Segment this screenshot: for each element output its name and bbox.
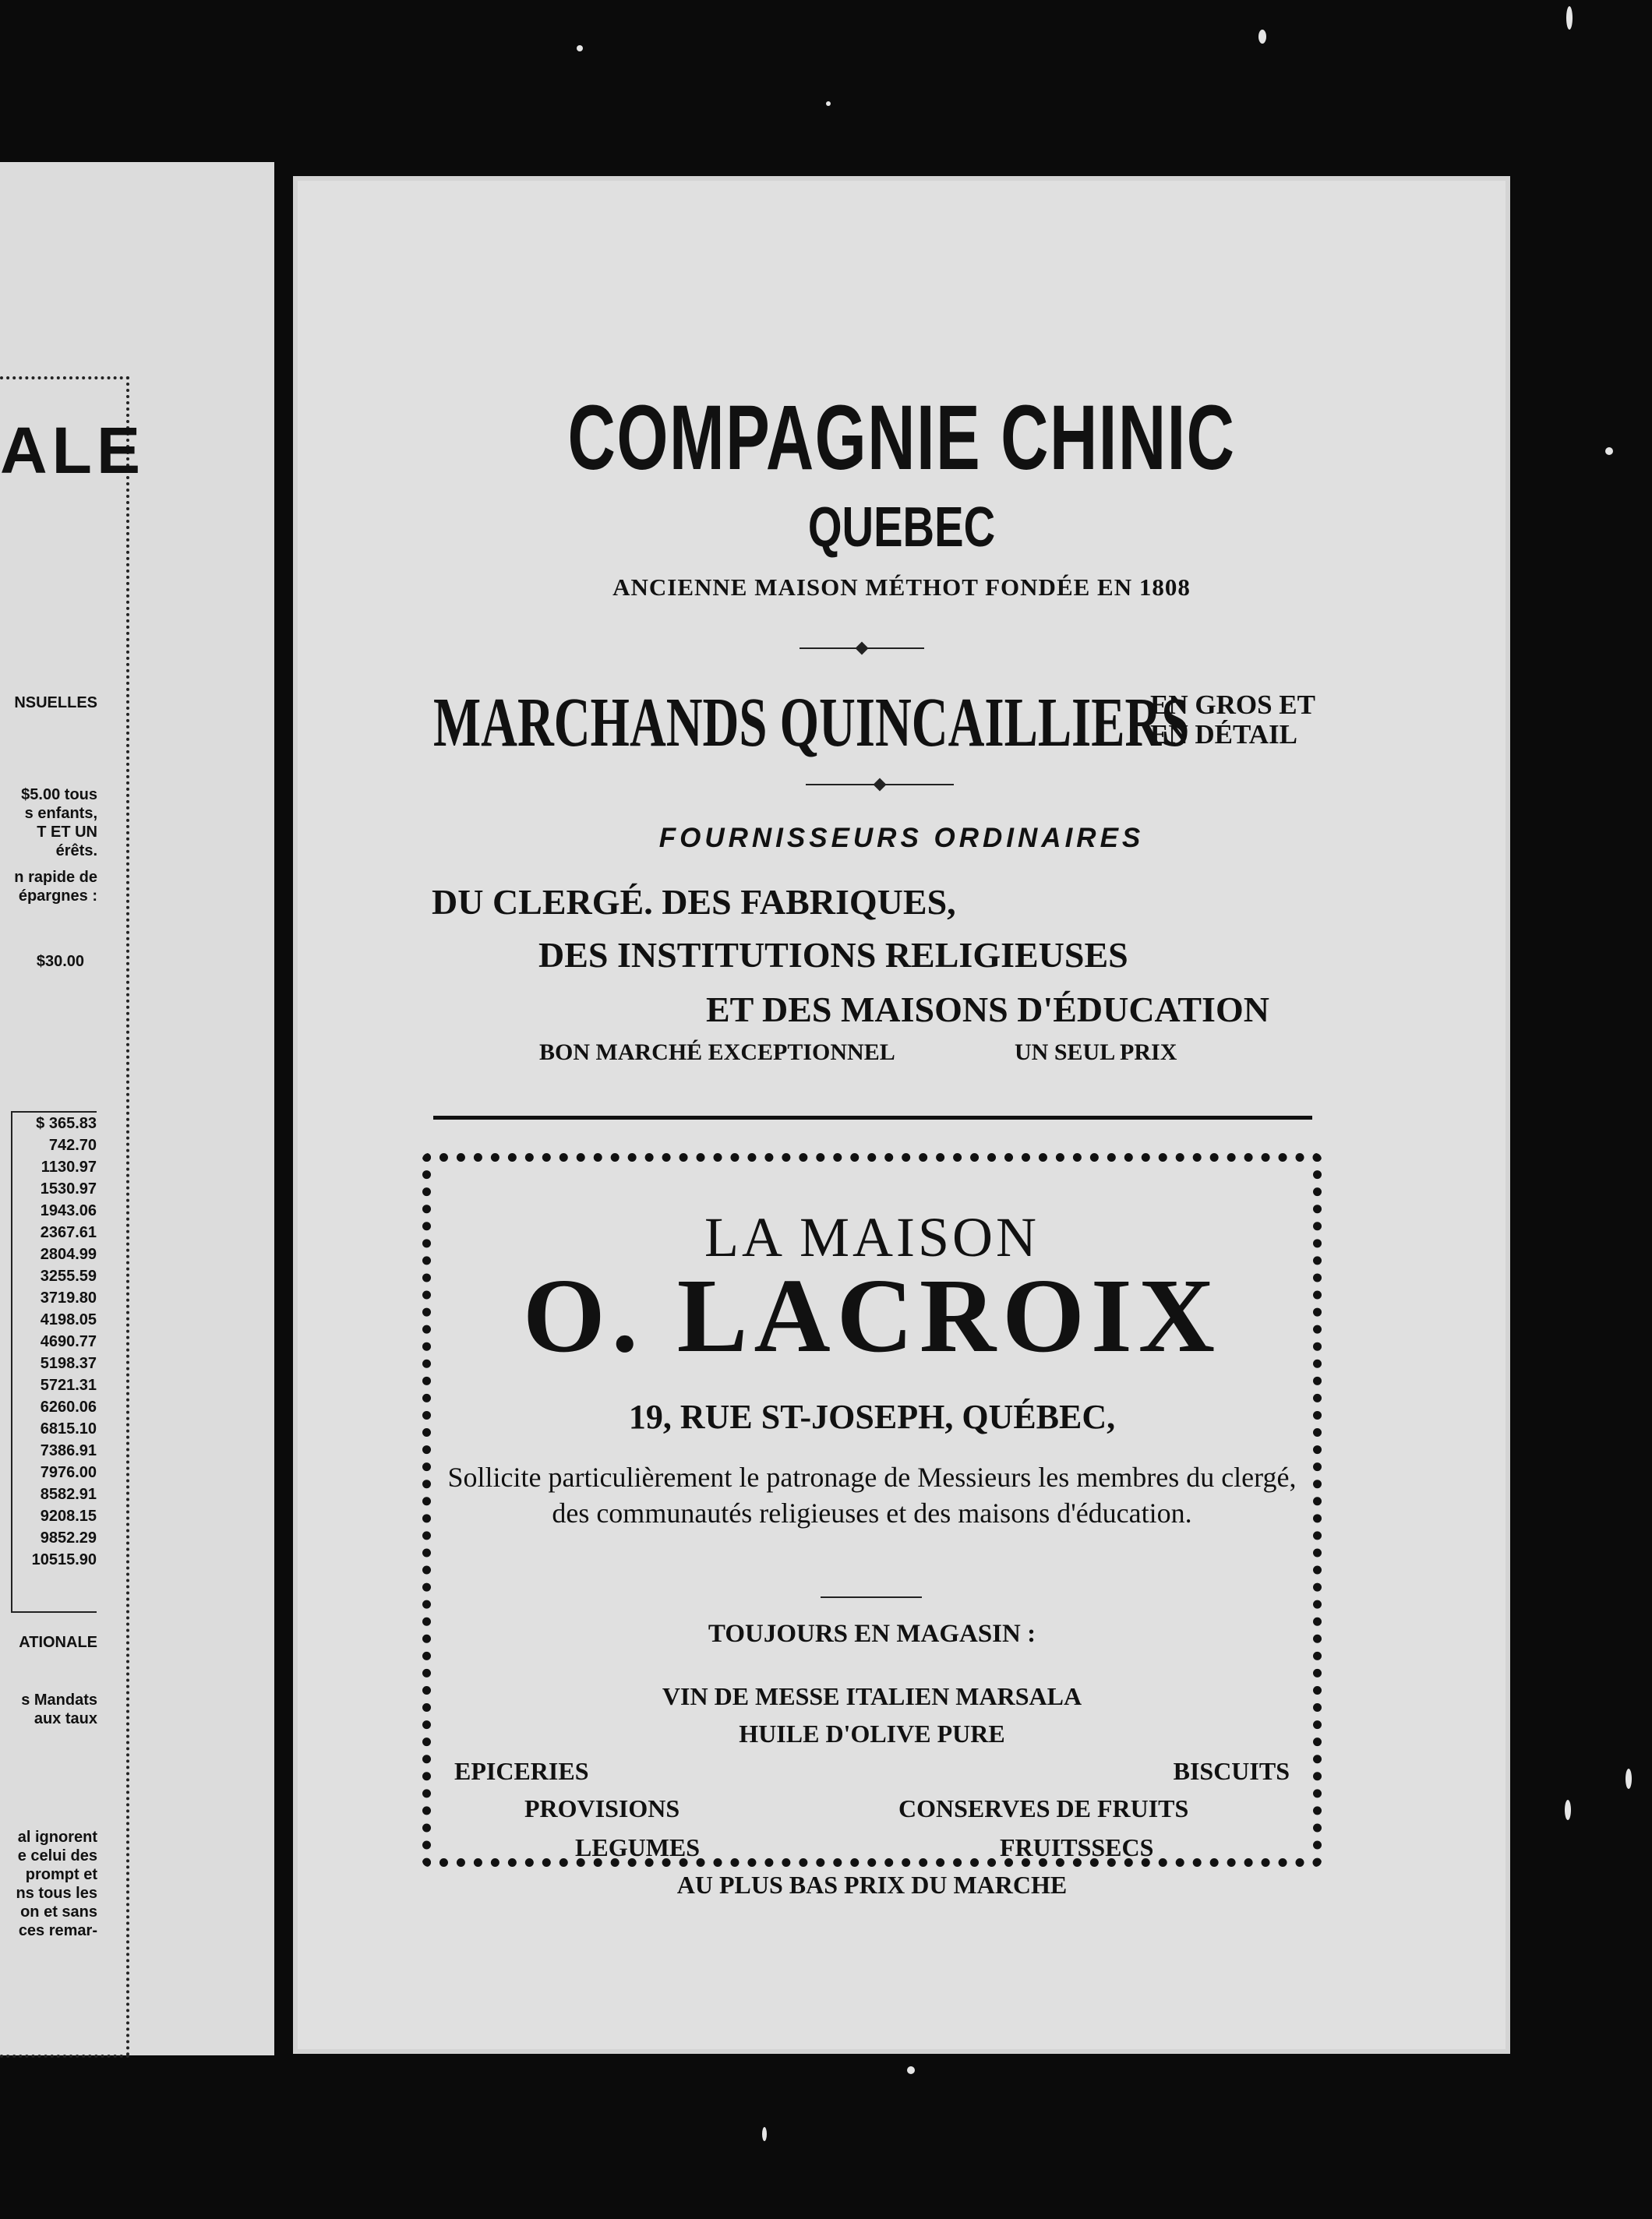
previous-page-heading: ALE <box>0 414 145 487</box>
lacroix-address: 19, RUE ST-JOSEPH, QUÉBEC, <box>628 1398 1116 1436</box>
previous-page-line: e celui des <box>17 1847 97 1864</box>
scan-speck <box>577 45 583 51</box>
table-row: 8582.91 <box>40 1486 97 1503</box>
previous-page-line: s Mandats <box>21 1692 97 1709</box>
table-row: 7976.00 <box>40 1464 97 1481</box>
trade-wholesale: EN GROS ET <box>1150 690 1315 720</box>
previous-page-line: prompt et <box>25 1866 97 1883</box>
previous-page-line: al ignorent <box>17 1829 97 1846</box>
company-title: COMPAGNIE CHINIC <box>567 386 1236 489</box>
table-row: 9852.29 <box>40 1529 97 1547</box>
previous-page-line: ns tous les <box>16 1885 97 1902</box>
clients-line: DES INSTITUTIONS RELIGIEUSES <box>538 935 1128 975</box>
previous-page-section: ATIONALE <box>19 1634 97 1651</box>
clients-line: ET DES MAISONS D'ÉDUCATION <box>706 990 1269 1029</box>
scan-speck <box>1605 447 1613 455</box>
table-row: 7386.91 <box>40 1442 97 1459</box>
previous-page-line: T ET UN <box>37 824 97 841</box>
stock-item-dried-fruit: FRUITSSECS <box>1000 1833 1154 1861</box>
table-row: 5198.37 <box>40 1355 97 1372</box>
previous-page-line: érêts. <box>55 842 97 859</box>
company-founded: ANCIENNE MAISON MÉTHOT FONDÉE EN 1808 <box>612 573 1191 601</box>
table-row: 2804.99 <box>40 1246 97 1263</box>
table-row: 3255.59 <box>40 1268 97 1285</box>
suppliers-label: FOURNISSEURS ORDINAIRES <box>658 823 1145 853</box>
table-row: 1943.06 <box>40 1202 97 1219</box>
previous-page <box>0 162 274 2055</box>
scan-speck <box>762 2127 767 2141</box>
scan-speck <box>1258 30 1266 44</box>
lacroix-house-label: LA MAISON <box>704 1206 1040 1268</box>
table-row: 10515.90 <box>31 1551 97 1568</box>
lacroix-name: O. LACROIX <box>522 1258 1222 1374</box>
scan-speck <box>826 101 831 106</box>
table-row: 4690.77 <box>40 1333 97 1350</box>
divider <box>821 1596 922 1598</box>
single-price-note: UN SEUL PRIX <box>1015 1039 1177 1065</box>
table-row: 2367.61 <box>40 1224 97 1241</box>
table-row: $ 365.83 <box>36 1115 97 1132</box>
section-rule <box>433 1116 1312 1120</box>
previous-page-table <box>11 1111 97 1613</box>
stock-item-wine: VIN DE MESSE ITALIEN MARSALA <box>662 1682 1082 1710</box>
table-row: 1130.97 <box>41 1159 97 1176</box>
previous-page-line: on et sans <box>20 1903 97 1921</box>
lacroix-advertisement <box>422 1153 1322 1899</box>
clients-line: DU CLERGÉ. DES FABRIQUES, <box>432 882 956 922</box>
table-row: 1530.97 <box>40 1180 97 1198</box>
scan-speck <box>907 2066 915 2074</box>
table-row: 6260.06 <box>40 1399 97 1416</box>
ornament-divider <box>806 784 954 785</box>
trade-retail: EN DÉTAIL <box>1150 719 1297 750</box>
scan-speck <box>1626 1769 1632 1789</box>
scan-speck <box>1566 6 1573 30</box>
company-city: QUEBEC <box>807 496 996 559</box>
stock-item-groceries: EPICERIES <box>454 1757 589 1785</box>
table-row: 4198.05 <box>40 1311 97 1328</box>
previous-page-line: $5.00 tous <box>21 786 97 803</box>
previous-page-line: aux taux <box>34 1710 97 1727</box>
stock-item-biscuits: BISCUITS <box>1173 1757 1290 1785</box>
previous-page-line: s enfants, <box>24 805 97 822</box>
previous-page-line: n rapide de <box>14 869 97 886</box>
previous-page-line: $30.00 <box>36 953 84 970</box>
table-row: 3719.80 <box>40 1289 97 1307</box>
table-row: 5721.31 <box>40 1377 97 1394</box>
in-stock-label: TOUJOURS EN MAGASIN : <box>708 1620 1036 1648</box>
previous-page-line: épargnes : <box>18 887 97 905</box>
trade-scope <box>1150 690 1315 750</box>
trade-heading: MARCHANDS QUINCAILLIERS <box>433 684 1190 761</box>
table-row: 742.70 <box>48 1137 97 1154</box>
table-row: 9208.15 <box>40 1508 97 1525</box>
previous-page-line: NSUELLES <box>14 694 97 711</box>
advertisement-page <box>293 176 1510 2054</box>
bargain-note: BON MARCHÉ EXCEPTIONNEL <box>539 1039 895 1065</box>
previous-page-line: ces remar- <box>18 1922 97 1939</box>
stock-item-canned-fruit: CONSERVES DE FRUITS <box>898 1794 1189 1822</box>
lacroix-text: Sollicite particulièrement le patronage de Messieurs les membres du clergé, des communautés religieuses et des maisons d'éducation. <box>447 1462 1297 1529</box>
stock-item-vegetables: LEGUMES <box>575 1833 701 1861</box>
ornament-divider <box>800 647 924 649</box>
stock-item-provisions: PROVISIONS <box>524 1794 680 1822</box>
lowest-price-line: AU PLUS BAS PRIX DU MARCHE <box>676 1871 1068 1899</box>
scan-speck <box>1565 1800 1571 1820</box>
stock-item-oil: HUILE D'OLIVE PURE <box>739 1720 1005 1748</box>
table-row: 6815.10 <box>40 1420 97 1438</box>
